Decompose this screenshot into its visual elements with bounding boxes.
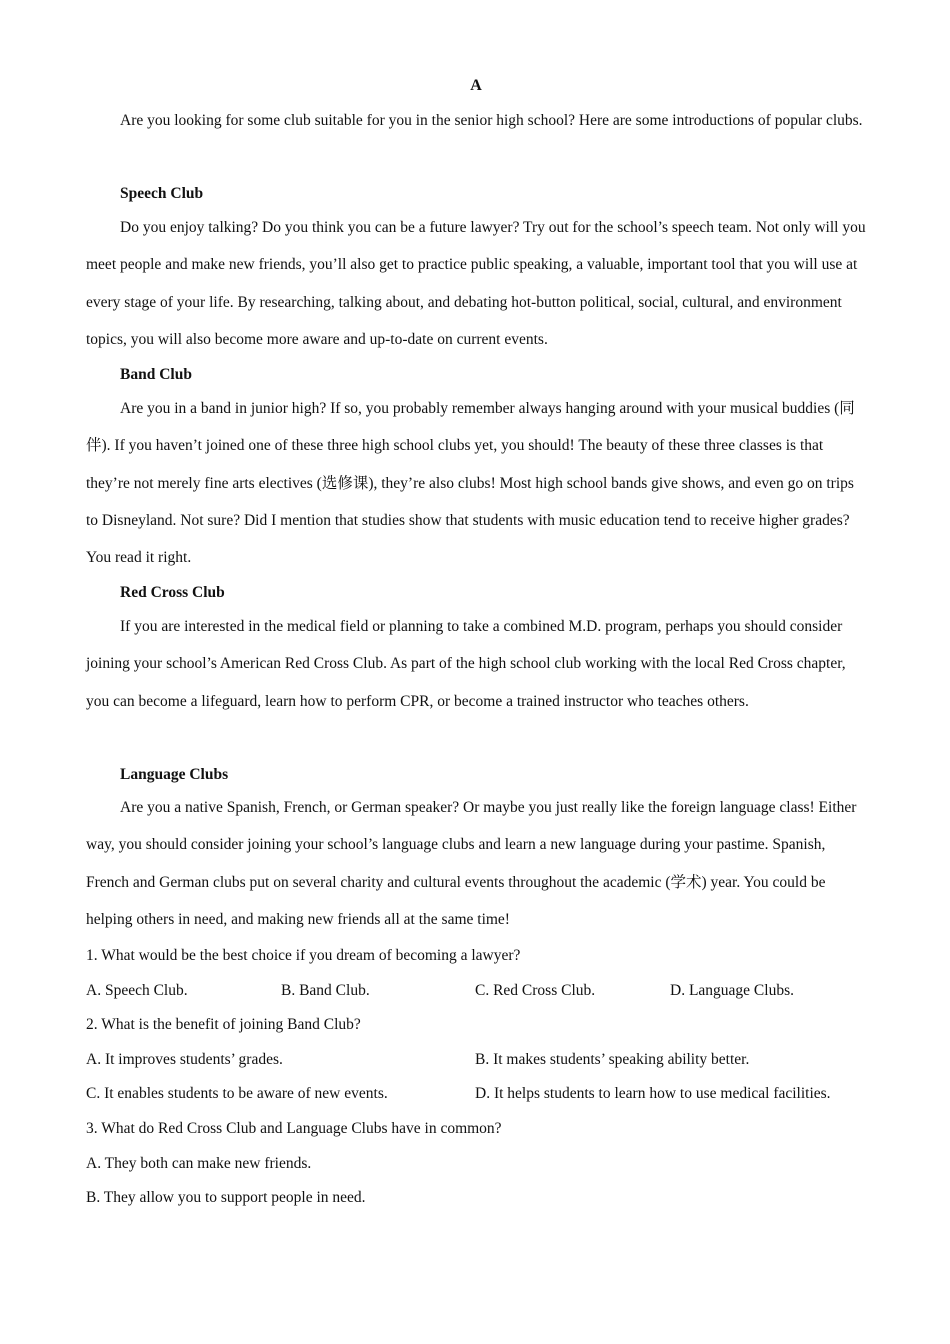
section-heading-band-club: Band Club [120,366,192,383]
question-1-option-a: A. Speech Club. [86,982,188,999]
section-text-language-clubs: Are you a native Spanish, French, or German speaker? Or maybe you just really like the foreign language class! Either way, you should consider joining your school’s language clubs and learn a new language during your pastime. Spanish, French and German clubs put on several charity and cultural events throughout the academic (学术) year. You could be helping others in need, and making new friends all at the same time! [86,799,857,928]
question-2-option-c: C. It enables students to be aware of new events. [86,1085,388,1102]
question-3-option-a: A. They both can make new friends. [86,1155,312,1172]
section-text-red-cross-club: If you are interested in the medical field or planning to take a combined M.D. program, perhaps you should consider joining your school’s American Red Cross Club. As part of the high school club working with the local Red Cross chapter, you can become a lifeguard, learn how to perform CPR, or become a trained instructor who teaches others. [86,618,846,710]
passage-title: A [470,77,482,94]
question-2-option-a: A. It improves students’ grades. [86,1051,283,1068]
question-1-option-b: B. Band Club. [281,982,370,999]
question-1-option-d: D. Language Clubs. [670,982,794,999]
question-3-option-b: B. They allow you to support people in need. [86,1189,366,1206]
section-text-speech-club: Do you enjoy talking? Do you think you can be a future lawyer? Try out for the school’s speech team. Not only will you meet people and make new friends, you’ll also get to practice public speaking, a valuable, important tool that you will use at every stage of your life. By researching, talking about, and debating hot-button political, social, cultural, and environment topics, you will also become more aware and up-to-date on current events. [86,219,866,348]
question-1-stem: 1. What would be the best choice if you dream of becoming a lawyer? [86,947,521,964]
question-2-stem: 2. What is the benefit of joining Band Club? [86,1016,361,1033]
question-3-stem: 3. What do Red Cross Club and Language Clubs have in common? [86,1120,502,1137]
section-heading-speech-club: Speech Club [120,185,204,202]
section-heading-language-clubs: Language Clubs [120,766,229,783]
section-text-band-club: Are you in a band in junior high? If so, you probably remember always hanging around with your musical buddies (同伴). If you haven’t joined one of these three high school clubs yet, you should! The beauty of these three classes is that they’re not merely fine arts electives (选修课), they’re also clubs! Most high school bands give shows, and even go on trips to Disneyland. Not sure? Did I mention that studies show that students with music education tend to receive higher grades? You read it right. [86,400,855,567]
section-heading-red-cross-club: Red Cross Club [120,584,225,601]
question-2-option-d: D. It helps students to learn how to use medical facilities. [475,1085,831,1102]
question-2-option-b: B. It makes students’ speaking ability better. [475,1051,750,1068]
intro-paragraph: Are you looking for some club suitable for you in the senior high school? Here are some introductions of popular clubs. [120,112,863,129]
question-1-option-c: C. Red Cross Club. [475,982,596,999]
